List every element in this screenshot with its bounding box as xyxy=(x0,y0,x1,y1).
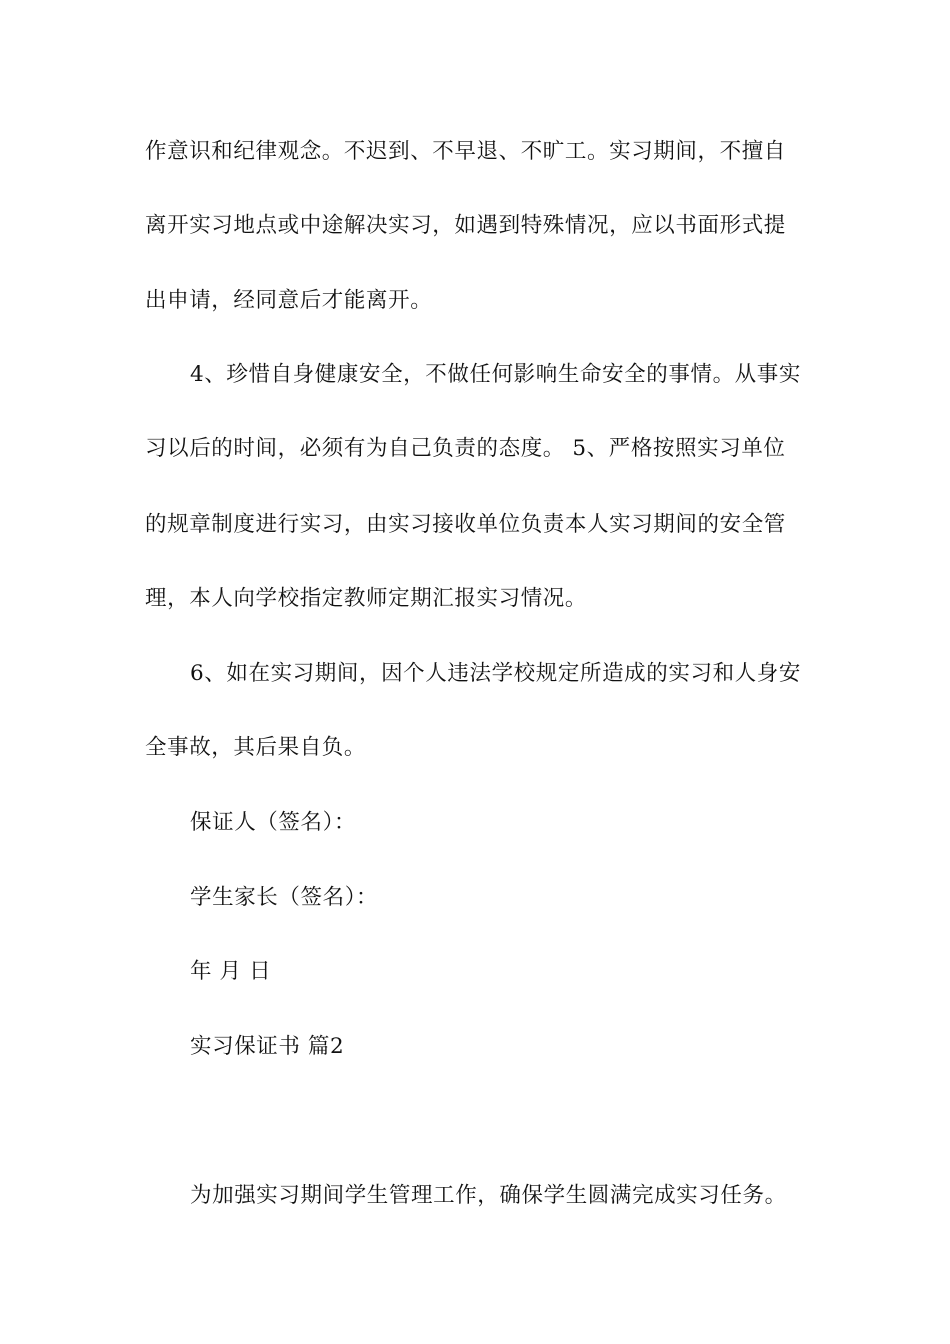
body-text-line: 理，本人向学校指定教师定期汇报实习情况。 xyxy=(145,586,588,611)
body-text-line: 离开实习地点或中途解决实习，如遇到特殊情况，应以书面形式提 xyxy=(145,213,786,238)
date-line: 年 月 日 xyxy=(190,959,272,984)
body-text-line: 6、如在实习期间，因个人违法学校规定所造成的实习和人身安 xyxy=(190,661,801,686)
body-text-line: 4、珍惜自身健康安全，不做任何影响生命安全的事情。从事实 xyxy=(190,362,801,387)
body-text-line: 的规章制度进行实习，由实习接收单位负责本人实习期间的安全管 xyxy=(145,512,786,537)
body-text-line: 作意识和纪律观念。不迟到、不早退、不旷工。实习期间，不擅自 xyxy=(145,139,786,164)
body-text-line: 习以后的时间，必须有为自己负责的态度。 5、严格按照实习单位 xyxy=(145,436,786,461)
parent-signature-line: 学生家长（签名）： xyxy=(190,885,379,910)
body-text-line: 出申请，经同意后才能离开。 xyxy=(145,288,433,313)
body-text-line: 为加强实习期间学生管理工作，确保学生圆满完成实习任务。 xyxy=(190,1183,787,1208)
guarantor-signature-line: 保证人（签名）： xyxy=(190,810,357,835)
body-text-line: 全事故，其后果自负。 xyxy=(145,735,367,760)
section-heading: 实习保证书 篇2 xyxy=(190,1034,345,1059)
